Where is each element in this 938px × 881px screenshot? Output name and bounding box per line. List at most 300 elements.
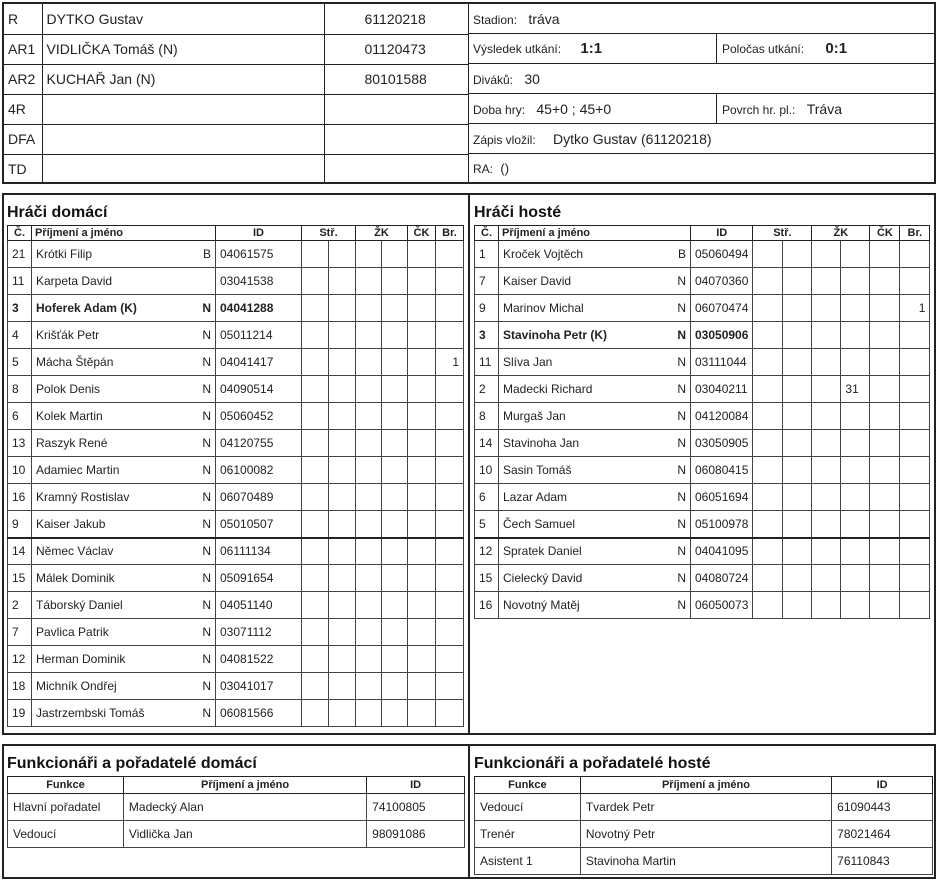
player-row	[475, 592, 930, 619]
yellow-card-cell	[382, 511, 408, 538]
goalkeeper-cell	[436, 511, 464, 538]
player-id: 05060452	[216, 403, 302, 430]
red-card-cell	[408, 322, 436, 349]
col-goals: Stř.	[302, 226, 356, 241]
player-number: 9	[8, 511, 32, 538]
goalkeeper-cell	[436, 241, 464, 268]
goalkeeper-cell	[436, 673, 464, 700]
player-type: N	[202, 544, 211, 559]
halftime-label: Poločas utkání:	[722, 42, 805, 56]
goals-cell	[783, 511, 812, 538]
player-id: 04041417	[216, 349, 302, 376]
yellow-card-cell	[812, 295, 841, 322]
goals-cell	[753, 295, 783, 322]
red-card-cell	[408, 403, 436, 430]
player-type: N	[202, 516, 211, 531]
yellow-card-cell	[812, 538, 841, 565]
yellow-card-cell	[812, 322, 841, 349]
yellow-card-cell	[382, 484, 408, 511]
goals-cell	[783, 484, 812, 511]
player-id: 04090514	[216, 376, 302, 403]
player-row	[8, 592, 464, 619]
goals-cell	[753, 511, 783, 538]
player-name-cell	[499, 511, 691, 538]
home-func-header-row	[8, 777, 465, 794]
official-name	[42, 94, 324, 124]
yellow-card-minute	[841, 322, 870, 349]
player-row	[475, 457, 930, 484]
official-role: AR1	[4, 34, 42, 64]
player-number: 21	[8, 241, 32, 268]
away-func-header-row	[475, 777, 933, 794]
yellow-card-cell	[356, 376, 382, 403]
player-name: Kaiser Jakub	[36, 516, 106, 531]
red-card-cell	[870, 484, 900, 511]
official-role: TD	[4, 154, 42, 184]
goalkeeper-cell	[436, 403, 464, 430]
player-id: 06051694	[691, 484, 753, 511]
official-id	[324, 94, 468, 124]
functionaries-section	[2, 744, 936, 879]
player-type: N	[202, 436, 211, 450]
player-name: Stavinoha Jan	[503, 436, 580, 450]
player-name: Čech Samuel	[503, 516, 576, 531]
yellow-card-cell	[812, 376, 841, 403]
goals-cell	[302, 646, 329, 673]
col-name: Příjmení a jméno	[32, 226, 216, 241]
goals-cell	[302, 565, 329, 592]
official-id: 61120218	[324, 4, 468, 34]
player-name: Novotný Matěj	[503, 598, 580, 612]
player-type: N	[677, 328, 686, 342]
player-id: 05011214	[216, 322, 302, 349]
yellow-card-cell	[356, 565, 382, 592]
player-name-cell	[499, 430, 691, 457]
official-row	[4, 94, 468, 124]
goals-cell	[302, 376, 329, 403]
player-type: N	[202, 463, 211, 477]
functionary-row	[475, 848, 933, 875]
goals-cell	[753, 430, 783, 457]
player-id: 05100978	[691, 511, 753, 538]
player-row	[8, 673, 464, 700]
yellow-card-cell	[382, 430, 408, 457]
functionary-id: 78021464	[832, 821, 933, 848]
goals-cell	[753, 322, 783, 349]
yellow-card-cell	[356, 430, 382, 457]
player-number: 9	[475, 295, 499, 322]
spectators-label: Diváků:	[473, 73, 514, 87]
player-name-cell	[32, 403, 216, 430]
player-id: 03071112	[216, 619, 302, 646]
goalkeeper-cell	[900, 349, 930, 376]
goalkeeper-cell	[436, 619, 464, 646]
functionary-name: Vidlička Jan	[123, 821, 366, 848]
red-card-cell	[408, 241, 436, 268]
goalkeeper-cell	[436, 457, 464, 484]
col-id: ID	[216, 226, 302, 241]
player-number: 3	[8, 295, 32, 322]
yellow-card-cell	[382, 673, 408, 700]
goals-cell	[753, 268, 783, 295]
player-type: N	[202, 382, 211, 396]
goals-cell	[302, 619, 329, 646]
player-name-cell	[32, 484, 216, 511]
yellow-card-minute	[841, 268, 870, 295]
yellow-card-minute	[841, 592, 870, 619]
officials-section	[2, 2, 936, 184]
player-name-cell	[499, 268, 691, 295]
player-id: 06081566	[216, 700, 302, 727]
functionary-id: 76110843	[832, 848, 933, 875]
surface-label: Povrch hr. pl.:	[722, 103, 796, 117]
red-card-cell	[870, 430, 900, 457]
player-id: 06080415	[691, 457, 753, 484]
red-card-cell	[408, 457, 436, 484]
player-name: Stavinoha Petr (K)	[503, 328, 608, 342]
player-name-cell	[32, 592, 216, 619]
player-id: 04061575	[216, 241, 302, 268]
functionary-role: Vedoucí	[8, 821, 124, 848]
away-players-table	[474, 225, 930, 619]
official-row	[4, 4, 468, 34]
stadium-label: Stadion:	[473, 13, 518, 27]
functionary-row	[475, 821, 933, 848]
goals-cell	[302, 268, 329, 295]
player-row	[8, 646, 464, 673]
goalkeeper-cell	[900, 430, 930, 457]
yellow-card-cell	[356, 700, 382, 727]
player-type: N	[677, 463, 686, 477]
goalkeeper-cell	[436, 565, 464, 592]
player-name: Cielecký David	[503, 571, 583, 585]
yellow-card-cell	[812, 241, 841, 268]
player-id: 04081522	[216, 646, 302, 673]
official-row	[4, 64, 468, 94]
player-id: 04041288	[216, 295, 302, 322]
player-id: 03041017	[216, 673, 302, 700]
functionary-row	[475, 794, 933, 821]
red-card-cell	[408, 430, 436, 457]
player-type: N	[677, 544, 686, 559]
yellow-card-cell	[812, 403, 841, 430]
player-row	[475, 538, 930, 565]
red-card-cell	[408, 673, 436, 700]
red-card-cell	[870, 349, 900, 376]
player-name-cell	[499, 403, 691, 430]
red-card-cell	[870, 295, 900, 322]
goals-cell	[329, 403, 356, 430]
goals-cell	[783, 403, 812, 430]
player-name-cell	[32, 538, 216, 565]
entered-label: Zápis vložil:	[473, 133, 536, 147]
player-name: Slíva Jan	[503, 355, 553, 369]
yellow-card-cell	[382, 268, 408, 295]
goals-cell	[302, 430, 329, 457]
home-func-title: Funkcionáři a pořadatelé domácí	[7, 755, 257, 772]
goalkeeper-cell	[436, 322, 464, 349]
player-type: N	[677, 355, 686, 369]
goals-cell	[329, 619, 356, 646]
goals-cell	[783, 592, 812, 619]
player-name: Táborský Daniel	[36, 598, 123, 612]
player-number: 8	[475, 403, 499, 430]
goalkeeper-cell	[900, 376, 930, 403]
yellow-card-cell	[356, 457, 382, 484]
goals-cell	[329, 457, 356, 484]
away-players-title: Hráči hosté	[474, 204, 562, 221]
goals-cell	[783, 376, 812, 403]
goals-cell	[329, 673, 356, 700]
player-name: Jastrzembski Tomáš	[36, 706, 145, 720]
goals-cell	[302, 322, 329, 349]
functionary-name: Stavinoha Martin	[580, 848, 831, 875]
col-gk: Br.	[436, 226, 464, 241]
player-name: Murgaš Jan	[503, 409, 566, 423]
entered-value: Dytko Gustav (61120218)	[553, 131, 712, 147]
player-number: 11	[475, 349, 499, 376]
player-name-cell	[32, 322, 216, 349]
player-name-cell	[32, 673, 216, 700]
yellow-card-cell	[382, 646, 408, 673]
player-name: Kroček Vojtěch	[503, 247, 584, 261]
yellow-card-cell	[356, 403, 382, 430]
player-name: Michník Ondřej	[36, 679, 117, 693]
yellow-card-minute	[841, 295, 870, 322]
yellow-card-cell	[812, 565, 841, 592]
yellow-card-cell	[382, 322, 408, 349]
player-name: Hoferek Adam (K)	[36, 301, 137, 315]
goals-cell	[329, 511, 356, 538]
functionary-id: 61090443	[832, 794, 933, 821]
ra-label: RA:	[473, 162, 494, 176]
player-id: 04051140	[216, 592, 302, 619]
goals-cell	[329, 592, 356, 619]
col-role: Funkce	[8, 777, 124, 794]
red-card-cell	[870, 565, 900, 592]
goalkeeper-cell	[436, 376, 464, 403]
yellow-card-cell	[382, 403, 408, 430]
player-type: N	[202, 679, 211, 693]
goals-cell	[302, 349, 329, 376]
yellow-card-cell	[382, 241, 408, 268]
yellow-card-cell	[382, 700, 408, 727]
col-name: Příjmení a jméno	[499, 226, 691, 241]
yellow-card-minute	[841, 349, 870, 376]
goals-cell	[329, 322, 356, 349]
player-id: 04070360	[691, 268, 753, 295]
goals-cell	[753, 538, 783, 565]
spectators-row	[468, 64, 934, 94]
yellow-card-cell	[382, 376, 408, 403]
goals-cell	[302, 673, 329, 700]
goals-cell	[783, 565, 812, 592]
player-row	[8, 619, 464, 646]
yellow-card-cell	[382, 619, 408, 646]
functionary-name: Madecký Alan	[123, 794, 366, 821]
player-type: N	[202, 625, 211, 639]
player-name-cell	[32, 241, 216, 268]
player-type: N	[202, 490, 211, 504]
goals-cell	[329, 376, 356, 403]
player-row	[8, 322, 464, 349]
col-goals: Stř.	[753, 226, 812, 241]
official-row	[4, 34, 468, 64]
goals-cell	[753, 457, 783, 484]
player-type: B	[677, 247, 686, 261]
goals-cell	[329, 646, 356, 673]
red-card-cell	[870, 268, 900, 295]
player-name: Lazar Adam	[503, 490, 568, 504]
goalkeeper-cell: 1	[900, 295, 930, 322]
home-header-row	[8, 226, 464, 241]
player-type: N	[677, 301, 686, 315]
player-row	[8, 565, 464, 592]
player-number: 15	[475, 565, 499, 592]
player-row	[475, 511, 930, 538]
goals-cell	[753, 376, 783, 403]
player-type: N	[677, 571, 686, 585]
player-name-cell	[499, 376, 691, 403]
col-red: ČK	[408, 226, 436, 241]
yellow-card-cell	[356, 646, 382, 673]
col-name: Příjmení a jméno	[580, 777, 831, 794]
col-name: Příjmení a jméno	[123, 777, 366, 794]
player-id: 03050906	[691, 322, 753, 349]
result-row	[468, 34, 934, 64]
red-card-cell	[408, 538, 436, 565]
player-row	[475, 565, 930, 592]
player-id: 05010507	[216, 511, 302, 538]
player-id: 05091654	[216, 565, 302, 592]
col-id: ID	[691, 226, 753, 241]
goals-cell	[329, 295, 356, 322]
yellow-card-cell	[382, 565, 408, 592]
col-red: ČK	[870, 226, 900, 241]
player-name: Adamiec Martin	[36, 463, 120, 477]
yellow-card-cell	[812, 511, 841, 538]
away-func-title: Funkcionáři a pořadatelé hosté	[474, 755, 711, 772]
yellow-card-cell	[356, 592, 382, 619]
spectators-value: 30	[524, 71, 540, 87]
player-id: 06050073	[691, 592, 753, 619]
player-number: 18	[8, 673, 32, 700]
red-card-cell	[870, 592, 900, 619]
functionary-role: Asistent 1	[475, 848, 581, 875]
player-name-cell	[32, 565, 216, 592]
yellow-card-minute	[841, 511, 870, 538]
official-id: 80101588	[324, 64, 468, 94]
player-row	[8, 511, 464, 538]
player-name-cell	[32, 376, 216, 403]
result-label: Výsledek utkání:	[473, 42, 562, 56]
red-card-cell	[870, 241, 900, 268]
officials-table	[4, 4, 469, 184]
yellow-card-minute: 31	[841, 376, 870, 403]
player-name-cell	[32, 268, 216, 295]
goalkeeper-cell	[436, 430, 464, 457]
yellow-card-cell	[382, 349, 408, 376]
player-name: Raszyk René	[36, 436, 108, 450]
yellow-card-minute	[841, 241, 870, 268]
goalkeeper-cell	[900, 457, 930, 484]
official-role: 4R	[4, 94, 42, 124]
player-number: 5	[475, 511, 499, 538]
goals-cell	[753, 241, 783, 268]
player-type: N	[677, 274, 686, 288]
red-card-cell	[408, 619, 436, 646]
goals-cell	[302, 295, 329, 322]
goalkeeper-cell	[436, 295, 464, 322]
player-row	[8, 538, 464, 565]
goalkeeper-cell	[900, 241, 930, 268]
official-name: VIDLIČKA Tomáš (N)	[42, 34, 324, 64]
yellow-card-cell	[812, 430, 841, 457]
functionary-role: Vedoucí	[475, 794, 581, 821]
yellow-card-cell	[356, 619, 382, 646]
player-type: N	[202, 571, 211, 585]
goalkeeper-cell	[900, 565, 930, 592]
goals-cell	[783, 430, 812, 457]
entered-row	[468, 124, 934, 154]
player-name-cell	[32, 511, 216, 538]
player-type: N	[202, 355, 211, 369]
official-name: DYTKO Gustav	[42, 4, 324, 34]
goals-cell	[329, 430, 356, 457]
player-id: 04120755	[216, 430, 302, 457]
official-id: 01120473	[324, 34, 468, 64]
col-num: Č.	[475, 226, 499, 241]
player-type: N	[202, 652, 211, 666]
red-card-cell	[408, 349, 436, 376]
player-id: 03041538	[216, 268, 302, 295]
player-id: 06111134	[216, 538, 302, 565]
player-row	[8, 241, 464, 268]
player-name-cell	[32, 349, 216, 376]
match-info	[468, 4, 934, 184]
functionary-id: 98091086	[367, 821, 465, 848]
player-number: 8	[8, 376, 32, 403]
player-number: 2	[8, 592, 32, 619]
yellow-card-minute	[841, 430, 870, 457]
player-id: 04120084	[691, 403, 753, 430]
goalkeeper-cell	[900, 592, 930, 619]
player-row	[8, 457, 464, 484]
player-number: 6	[475, 484, 499, 511]
player-row	[8, 376, 464, 403]
official-id	[324, 154, 468, 184]
player-row	[475, 376, 930, 403]
functionaries-divider	[468, 746, 470, 877]
player-name: Kaiser David	[503, 274, 572, 288]
yellow-card-cell	[356, 511, 382, 538]
player-name: Krišťák Petr	[36, 328, 100, 342]
player-id: 06100082	[216, 457, 302, 484]
goals-cell	[302, 592, 329, 619]
player-name-cell	[499, 322, 691, 349]
player-name: Madecki Richard	[503, 382, 593, 396]
surface-value: Tráva	[806, 101, 842, 117]
stadium-row	[468, 4, 934, 34]
red-card-cell	[870, 403, 900, 430]
stadium-value: tráva	[528, 11, 560, 27]
functionary-role: Trenér	[475, 821, 581, 848]
player-type: N	[202, 409, 211, 423]
player-number: 16	[8, 484, 32, 511]
goalkeeper-cell	[436, 484, 464, 511]
goals-cell	[783, 349, 812, 376]
player-name: Sasin Tomáš	[503, 463, 572, 477]
